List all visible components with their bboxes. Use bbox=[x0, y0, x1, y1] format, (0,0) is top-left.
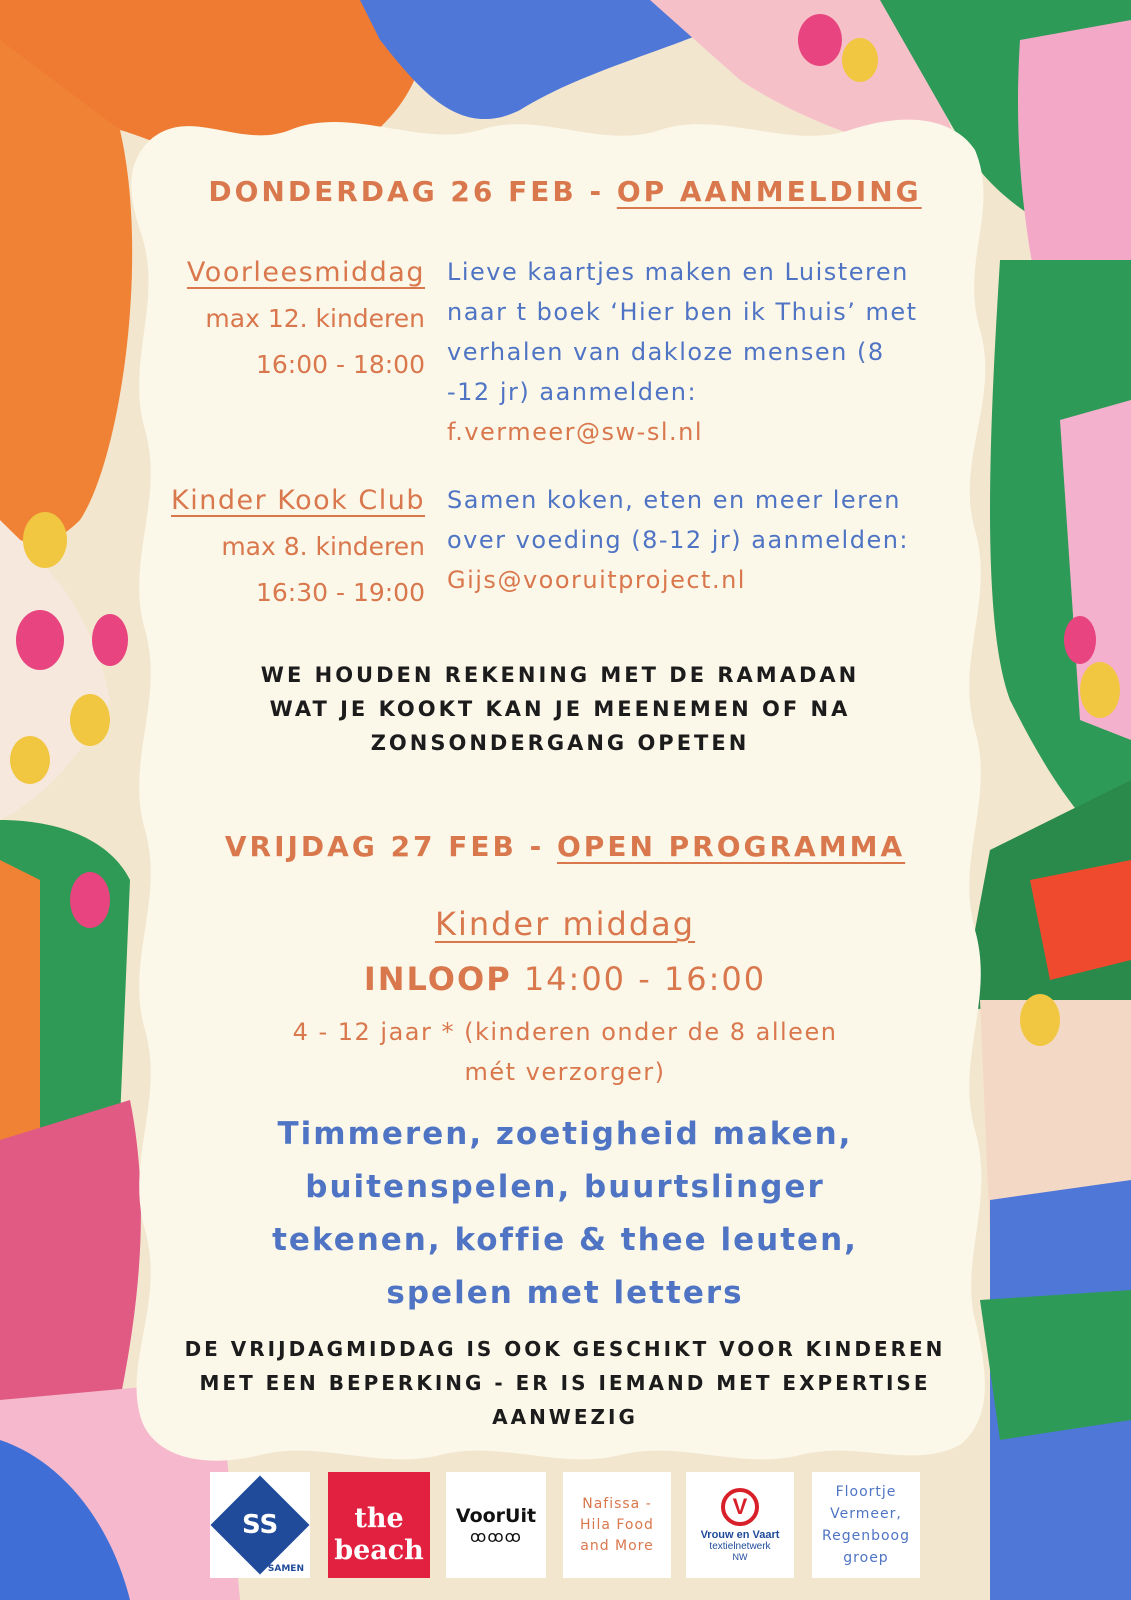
samen-mark: SS bbox=[241, 1509, 279, 1540]
accessibility-note bbox=[150, 1332, 980, 1434]
floortje-logo bbox=[812, 1472, 920, 1578]
age-info bbox=[130, 1012, 1000, 1092]
activity2-meta bbox=[140, 478, 425, 616]
section1-heading-underlined: OP AANMELDING bbox=[616, 175, 922, 208]
inloop-line bbox=[130, 960, 1000, 998]
ramadan-note bbox=[180, 658, 940, 760]
nafissa-line: Nafissa - bbox=[582, 1495, 652, 1512]
samen-logo bbox=[210, 1472, 310, 1578]
nafissa-line: and More bbox=[580, 1537, 654, 1554]
floortje-line: Regenboog bbox=[822, 1528, 910, 1544]
inloop-time: 14:00 - 16:00 bbox=[523, 960, 767, 998]
activities-line: tekenen, koffie & thee leuten, bbox=[272, 1222, 858, 1258]
section1-heading-prefix: DONDERDAG 26 FEB - bbox=[208, 175, 617, 208]
activity2-desc-line: Samen koken, eten en meer leren bbox=[447, 486, 901, 514]
vrouw-mark: V bbox=[721, 1488, 759, 1526]
activities-line: Timmeren, zoetigheid maken, bbox=[277, 1116, 853, 1152]
section2-heading-underlined: OPEN PROGRAMMA bbox=[557, 830, 906, 863]
inloop-label: INLOOP bbox=[363, 960, 512, 998]
activity1-desc-line: verhalen van dakloze mensen (8 bbox=[447, 338, 885, 366]
vrouw-en-vaart-logo bbox=[686, 1472, 794, 1578]
activity2-time: 16:30 - 19:00 bbox=[255, 578, 425, 607]
accessibility-note-line: AANWEZIG bbox=[492, 1405, 638, 1429]
samen-text: SAMEN bbox=[267, 1564, 304, 1574]
activity1-email-link[interactable]: f.vermeer@sw-sl.nl bbox=[447, 418, 703, 446]
ramadan-note-line: WE HOUDEN REKENING MET DE RAMADAN bbox=[260, 663, 860, 687]
vrouw-line: Vrouw en Vaart bbox=[700, 1529, 780, 1541]
activity1-title: Voorleesmiddag bbox=[186, 257, 425, 288]
beach-line: the bbox=[354, 1503, 404, 1534]
activities-line: buitenspelen, buurtslinger bbox=[305, 1169, 825, 1205]
nafissa-logo bbox=[563, 1472, 671, 1578]
accessibility-note-line: DE VRIJDAGMIDDAG IS OOK GESCHIKT VOOR KINDEREN bbox=[184, 1337, 946, 1361]
activity1-time: 16:00 - 18:00 bbox=[255, 350, 425, 379]
floortje-line: groep bbox=[843, 1550, 889, 1566]
activity1-description bbox=[447, 252, 967, 452]
ramadan-note-line: WAT JE KOOKT KAN JE MEENEMEN OF NA bbox=[269, 697, 851, 721]
activity1-desc-line: -12 jr) aanmelden: bbox=[447, 378, 698, 406]
ramadan-note-line: ZONSONDERGANG OPETEN bbox=[370, 731, 750, 755]
the-beach-logo bbox=[328, 1472, 430, 1578]
activity2-email-link[interactable]: Gijs@vooruitproject.nl bbox=[447, 566, 746, 594]
vrouw-line: NW bbox=[732, 1552, 748, 1562]
activities-list bbox=[130, 1108, 1000, 1320]
activity1-desc-line: naar t boek ‘Hier ben ik Thuis’ met bbox=[447, 298, 918, 326]
nafissa-line: Hila Food bbox=[580, 1516, 654, 1533]
vooruit-text: VoorUit bbox=[455, 1504, 537, 1527]
section2-heading bbox=[130, 830, 1000, 863]
floortje-line: Floortje bbox=[835, 1484, 897, 1500]
activity1-meta bbox=[140, 250, 425, 388]
activity2-capacity: max 8. kinderen bbox=[221, 532, 425, 561]
age-line: mét verzorger) bbox=[464, 1058, 666, 1086]
beach-line: beach bbox=[334, 1535, 424, 1566]
activity1-desc-line: Lieve kaartjes maken en Luisteren bbox=[447, 258, 909, 286]
age-line: 4 - 12 jaar * (kinderen onder de 8 alleen bbox=[292, 1018, 838, 1046]
vooruit-waves: ꝏꝏꝏ bbox=[470, 1526, 522, 1546]
activities-line: spelen met letters bbox=[386, 1275, 744, 1311]
accessibility-note-line: MET EEN BEPERKING - ER IS IEMAND MET EXPERTISE bbox=[199, 1371, 931, 1395]
activity2-description bbox=[447, 480, 967, 600]
vrouw-line: textielnetwerk bbox=[709, 1541, 771, 1552]
section2-heading-prefix: VRIJDAG 27 FEB - bbox=[224, 830, 557, 863]
kinder-middag-title: Kinder middag bbox=[434, 905, 696, 943]
activity1-capacity: max 12. kinderen bbox=[205, 304, 425, 333]
vooruit-logo bbox=[446, 1472, 546, 1578]
floortje-line: Vermeer, bbox=[830, 1506, 902, 1522]
section1-heading bbox=[130, 175, 1000, 208]
activity2-desc-line: over voeding (8-12 jr) aanmelden: bbox=[447, 526, 909, 554]
activity2-title: Kinder Kook Club bbox=[171, 485, 425, 516]
